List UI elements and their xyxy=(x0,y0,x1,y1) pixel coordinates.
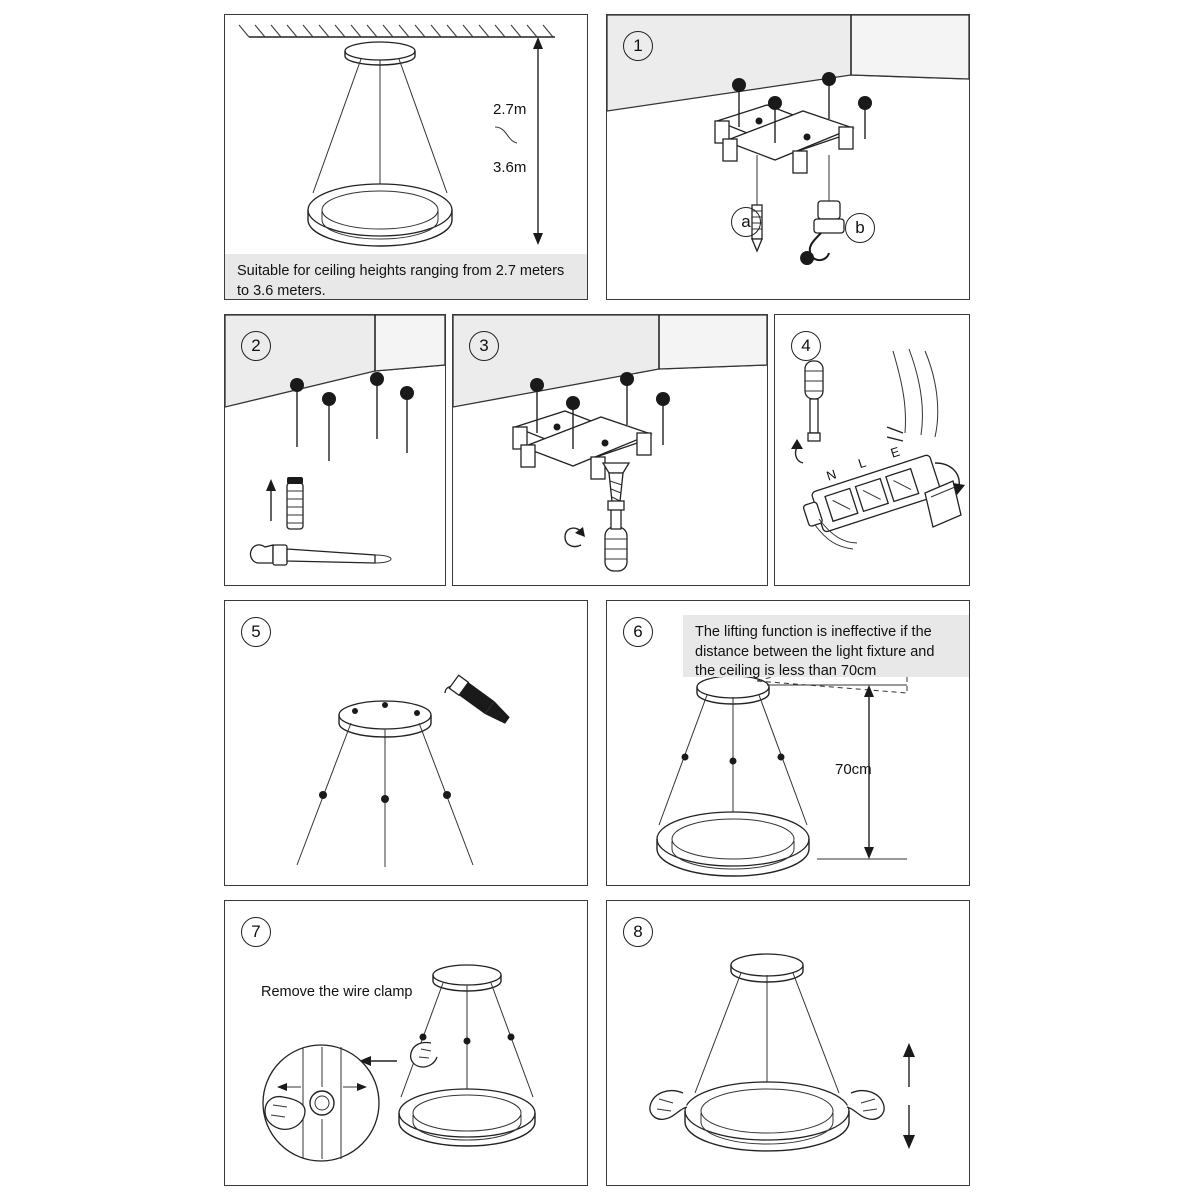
panel-7 xyxy=(224,900,588,1186)
step6-note: The lifting function is ineffective if the distance between the light fixture and the ceiling is less than 70cm xyxy=(683,615,969,677)
panel-5 xyxy=(224,600,588,886)
panel-8 xyxy=(606,900,970,1186)
step3-illustration xyxy=(453,315,767,585)
step1-illustration xyxy=(607,15,969,299)
step7-illustration xyxy=(225,901,587,1185)
panel-6 xyxy=(606,600,970,886)
panel-4 xyxy=(774,314,970,586)
label-b: b xyxy=(845,213,875,243)
panel-1 xyxy=(606,14,970,300)
dimension-max-height: 3.6m xyxy=(493,159,527,176)
label-a: a xyxy=(731,207,761,237)
intro-note: Suitable for ceiling heights ranging from 2.7 meters to 3.6 meters. xyxy=(225,254,587,300)
dimension-min-height: 2.7m xyxy=(493,101,527,118)
step-badge-2: 2 xyxy=(241,331,271,361)
step8-illustration xyxy=(607,901,969,1185)
svg-text:E: E xyxy=(888,443,902,461)
step-badge-1: 1 xyxy=(623,31,653,61)
step-badge-4: 4 xyxy=(791,331,821,361)
panel-intro xyxy=(224,14,588,300)
step-badge-8: 8 xyxy=(623,917,653,947)
dimension-70cm: 70cm xyxy=(835,761,872,778)
panel-2 xyxy=(224,314,446,586)
panel-3 xyxy=(452,314,768,586)
step-badge-7: 7 xyxy=(241,917,271,947)
step7-note: Remove the wire clamp xyxy=(261,984,413,1000)
step5-illustration xyxy=(225,601,587,885)
step-badge-6: 6 xyxy=(623,617,653,647)
svg-text:N: N xyxy=(824,466,839,484)
step-badge-3: 3 xyxy=(469,331,499,361)
svg-text:L: L xyxy=(856,454,868,472)
step-badge-5: 5 xyxy=(241,617,271,647)
